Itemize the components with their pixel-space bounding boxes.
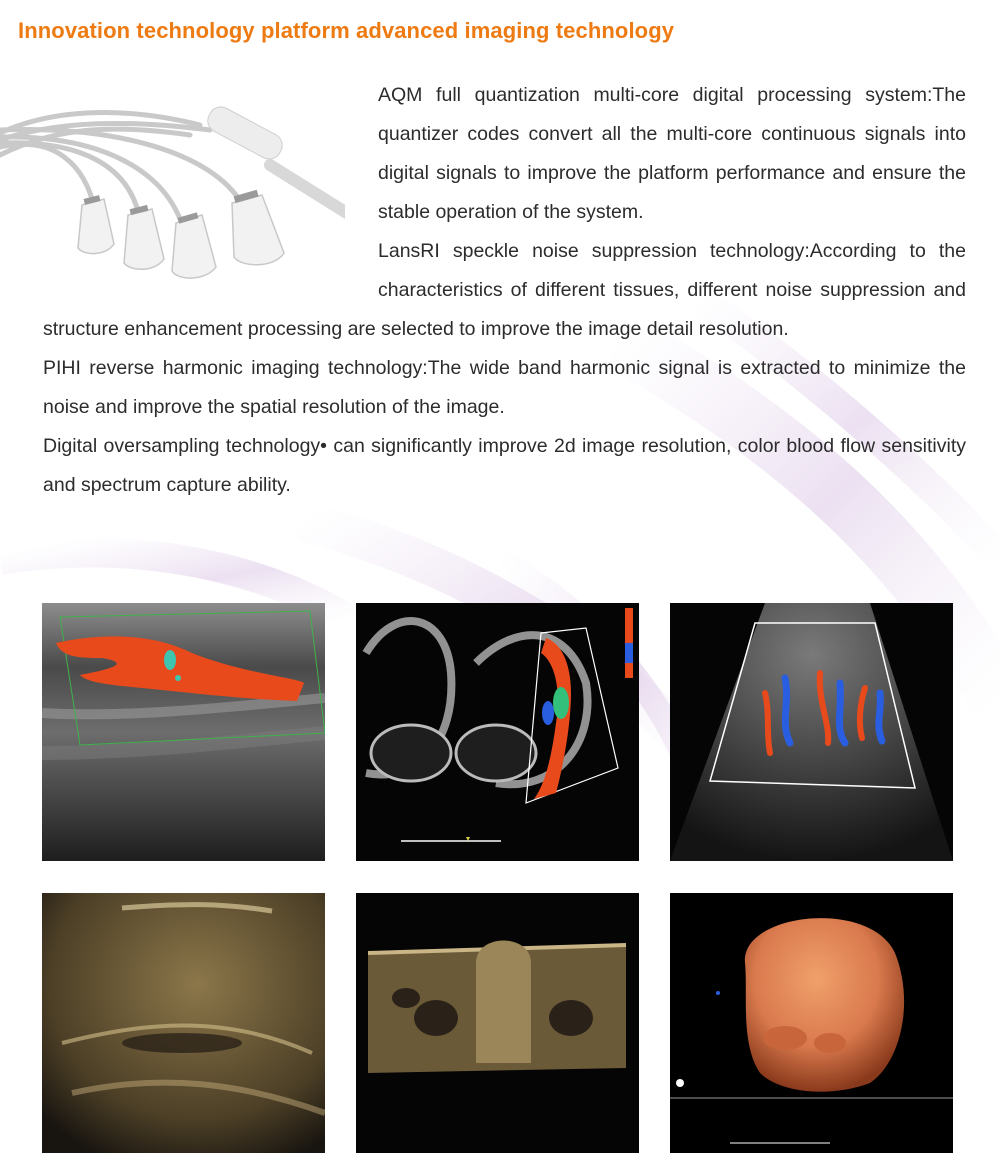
- paragraph-pihi: PIHI reverse harmonic imaging technology:The wide band harmonic signal is extracted to minimize the noise and improve the spatial resolution of the image.: [43, 357, 966, 418]
- thyroid-b-mode-image: [356, 893, 639, 1153]
- body-text: [43, 76, 966, 505]
- carotid-color-doppler-image: [42, 603, 325, 861]
- fetal-face-3d-image: [670, 893, 953, 1153]
- liver-b-mode-image: [42, 893, 325, 1153]
- paragraph-oversampling: Digital oversampling technology• can significantly improve 2d image resolution, color blood flow sensitivity and spectrum capture ability.: [43, 435, 966, 496]
- page-title: Innovation technology platform advanced imaging technology: [18, 18, 675, 43]
- thyroid-color-doppler-image: [670, 603, 953, 861]
- paragraph-aqm: AQM full quantization multi-core digital processing system:The quantizer codes convert all the multi-core continuous signals into digital signals to improve the platform performance and ensure the stable operation of the system.: [378, 84, 966, 223]
- cardiac-color-doppler-image: [356, 603, 639, 861]
- paragraph-lansri: LansRI speckle noise suppression technology:According to the characteristics of different tissues, different noise suppression and structure enhancement processing are selected to improve the image detail resolution.: [43, 240, 966, 340]
